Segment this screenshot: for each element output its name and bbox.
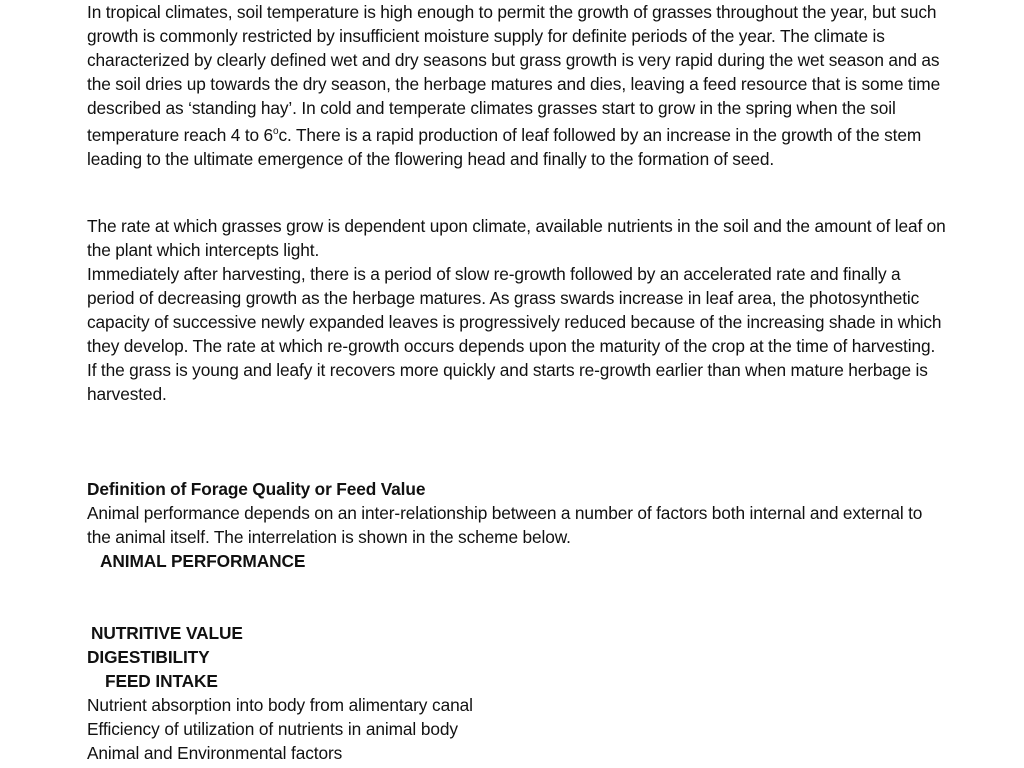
paragraph-text-tail: c. There is a rapid production of leaf followed by an increase in the growth of the stem leading to the ultimate emergence of the flowering head and finally to the formation of seed. — [87, 124, 922, 169]
scheme-efficiency: Efficiency of utilization of nutrients in animal body — [87, 719, 458, 739]
paragraph-text: In tropical climates, soil temperature is high enough to permit the growth of grasses throughout the year, but such growth is commonly restricted by insufficient moisture supply for definite periods of the year. The climate is characterized by clearly defined wet and dry seasons but grass growth is very rapid during the wet season and as the soil dries up towards the dry season, the herbage matures and dies, leaving a feed resource that is some time described as ‘standing hay’. In cold and temperate climates grasses start to grow in the spring when the soil temperature reach 4 to 6 — [87, 2, 941, 145]
section-forage-quality — [87, 477, 947, 549]
scheme-nutrient-absorption: Nutrient absorption into body from alimentary canal — [87, 695, 473, 715]
scheme-digestibility: DIGESTIBILITY — [87, 647, 210, 667]
paragraph-regrowth: Immediately after harvesting, there is a period of slow re-growth followed by an accelerated rate and finally a period of decreasing growth as the herbage matures. As grass swards increase in leaf area, the photosynthetic capacity of successive newly expanded leaves is progressively reduced because of the increasing shade in which they develop. The rate at which re-growth occurs depends upon the maturity of the crop at the time of harvesting. If the grass is young and leafy it recovers more quickly and starts re-growth earlier than when mature herbage is harvested. — [87, 264, 942, 404]
paragraph-animal-performance: Animal performance depends on an inter-relationship between a number of factors both internal and external to the animal itself. The interrelation is shown in the scheme below. — [87, 503, 923, 547]
paragraph-tropical-climates — [87, 0, 947, 171]
scheme-animal-performance: ANIMAL PERFORMANCE — [100, 551, 306, 571]
scheme-nutritive-value: NUTRITIVE VALUE — [91, 623, 243, 643]
section-heading: Definition of Forage Quality or Feed Value — [87, 479, 426, 499]
scheme-animal-environmental-factors: Animal and Environmental factors — [87, 743, 343, 763]
paragraph-growth-rate — [87, 214, 947, 406]
degree-superscript: o — [273, 126, 279, 137]
scheme-feed-intake: FEED INTAKE — [105, 671, 218, 691]
paragraph-text: The rate at which grasses grow is dependent upon climate, available nutrients in the soil and the amount of leaf on the plant which intercepts light. — [87, 216, 946, 260]
